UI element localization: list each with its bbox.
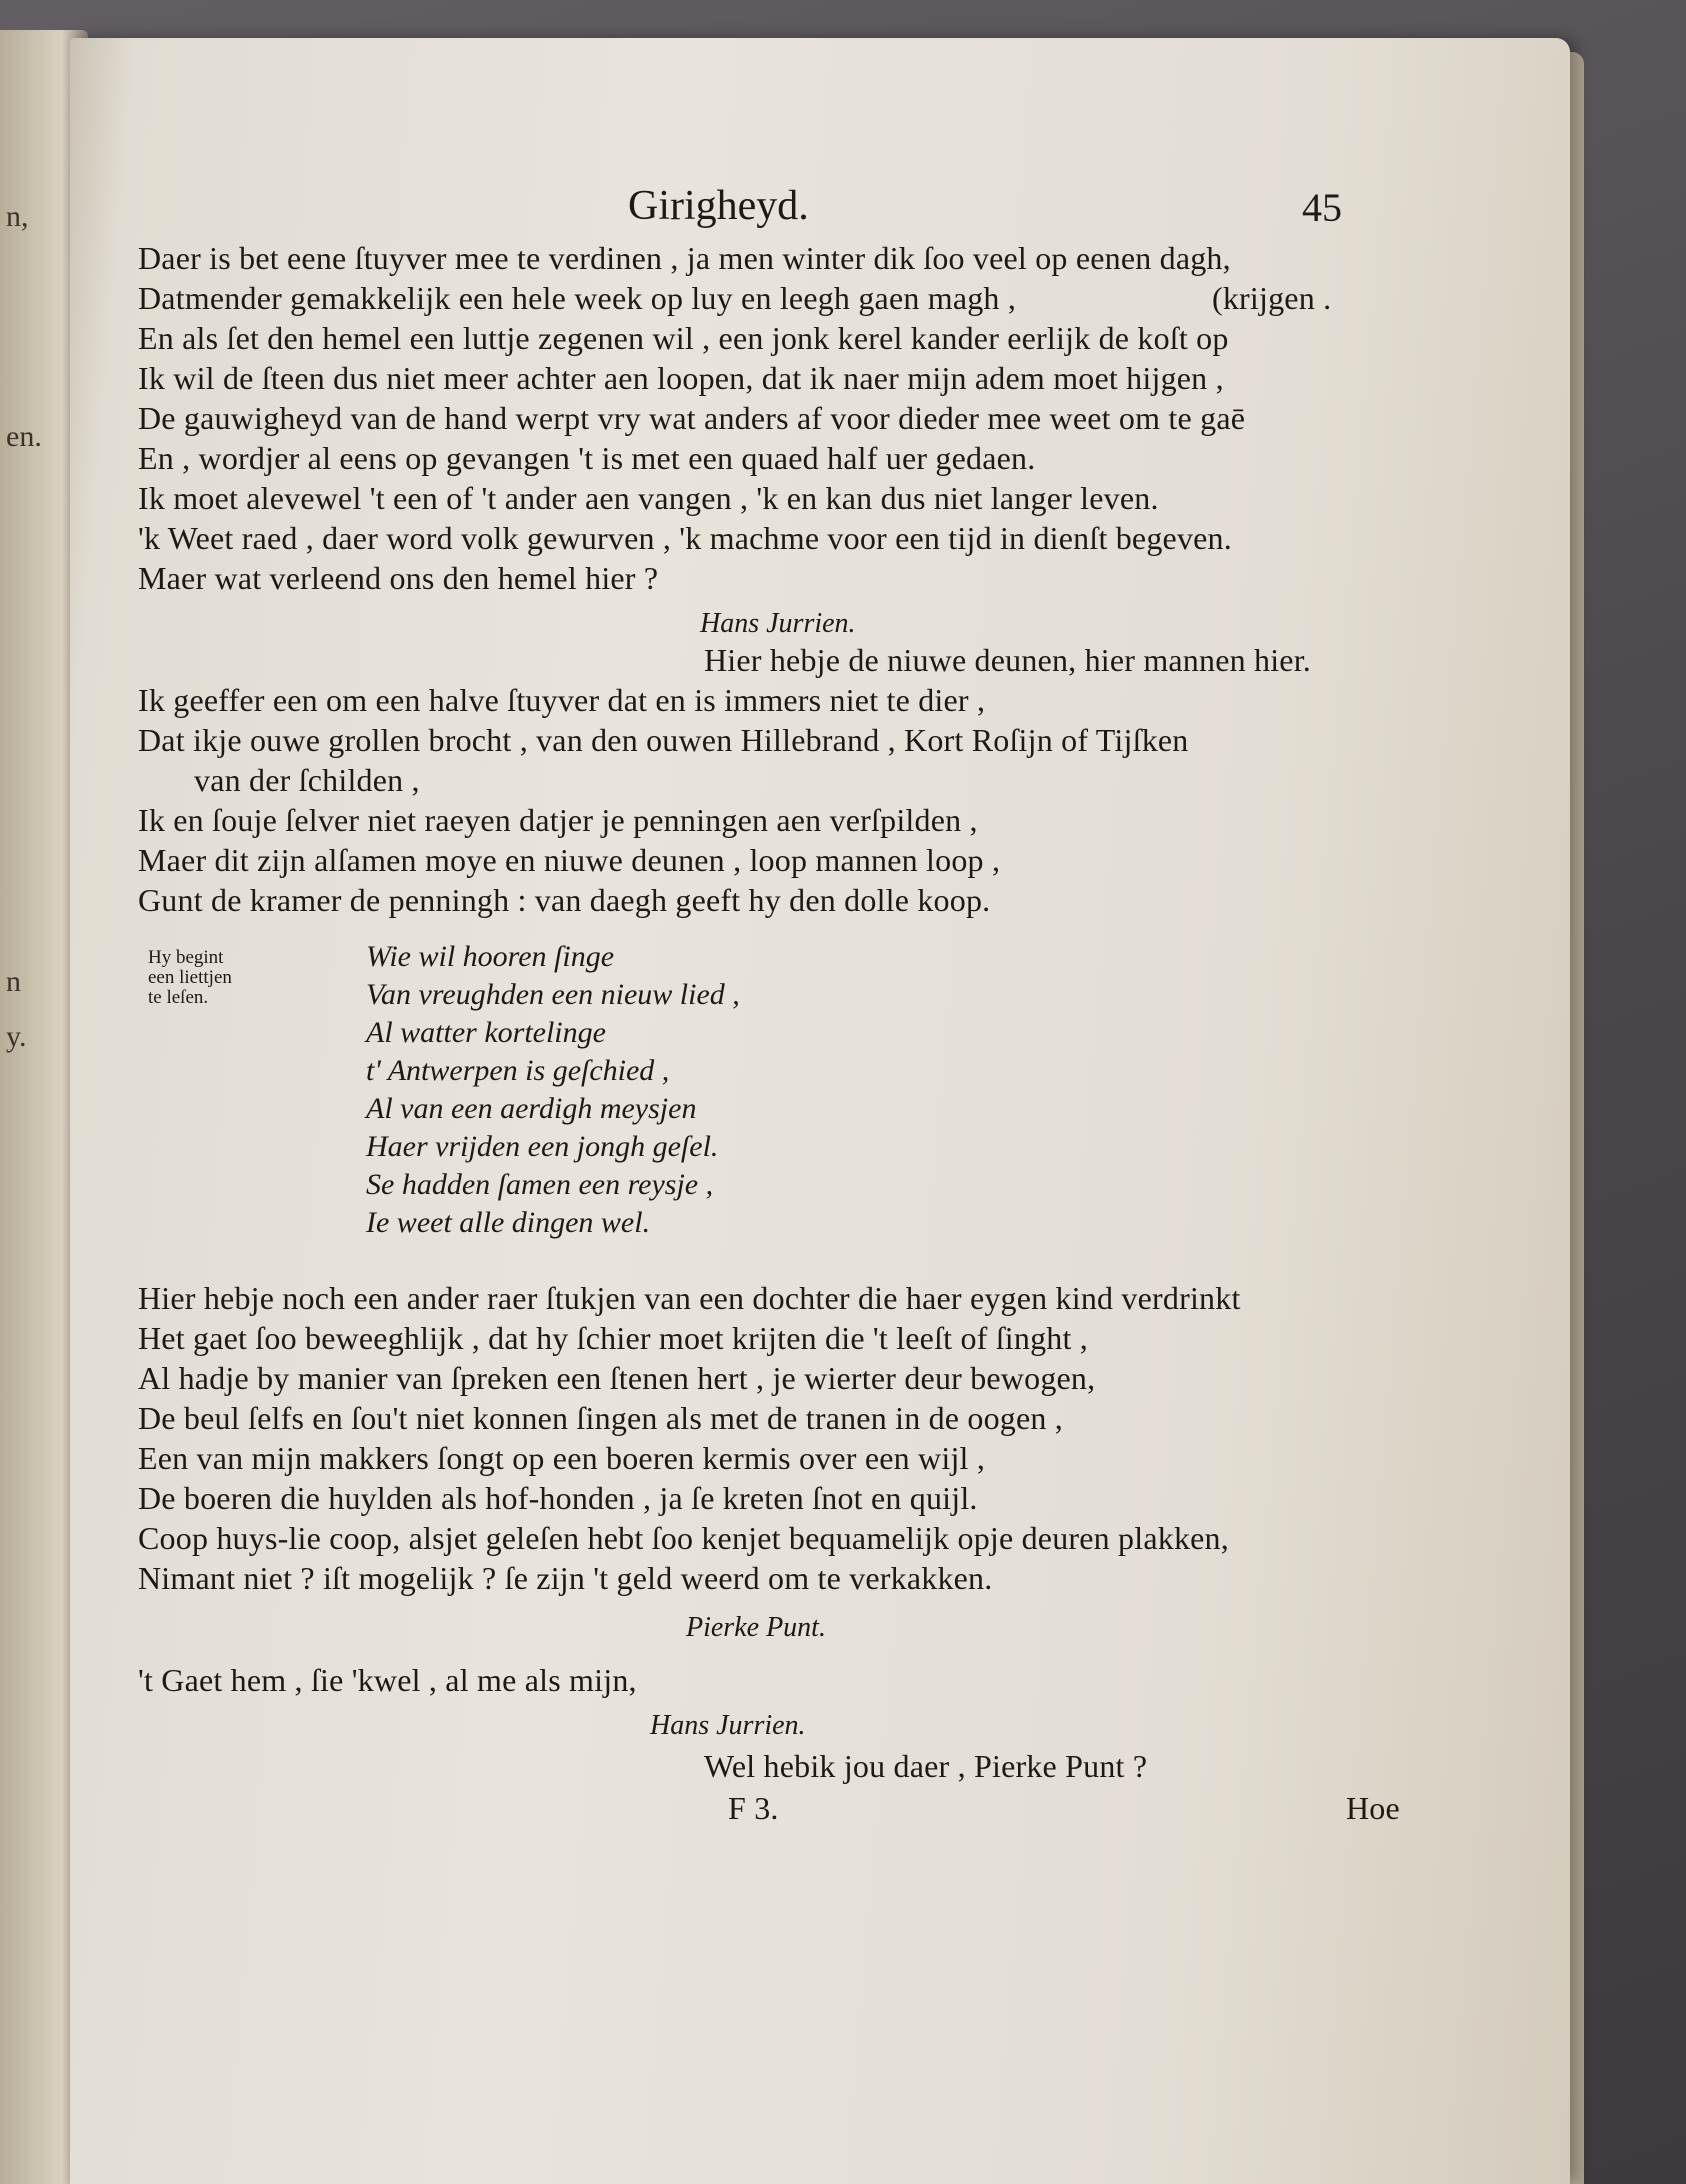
text-line: Coop huys-lie coop, alsjet geleſen hebt ſoo kenjet bequamelijk opje deuren plakken, <box>138 1520 1229 1556</box>
song-line: Van vreughden een nieuw lied , <box>366 978 740 1011</box>
song-line: Wie wil hooren ſinge <box>366 940 615 973</box>
speaker-name: Hans Jurrien. <box>650 1710 806 1741</box>
speaker-name: Pierke Punt. <box>686 1612 826 1643</box>
text-line: Wel hebik jou daer , Pierke Punt ? <box>704 1748 1148 1784</box>
song-line: Ie weet alle dingen wel. <box>366 1206 651 1239</box>
text-line: Een van mijn makkers ſongt op een boeren kermis over een wijl , <box>138 1440 986 1476</box>
text-line: Datmender gemakkelijk een hele week op luy en leegh gaen magh , <box>138 280 1017 316</box>
song-line: t' Antwerpen is geſchied , <box>366 1054 670 1087</box>
text-line: De boeren die huylden als hof-honden , ja ſe kreten ſnot en quijl. <box>138 1480 978 1516</box>
running-head: Girigheyd. <box>628 183 809 229</box>
text-line: Maer dit zijn alſamen moye en niuwe deunen , loop mannen loop , <box>138 842 1001 878</box>
text-line: Gunt de kramer de penningh : van daegh geeft hy den dolle koop. <box>138 882 991 918</box>
text-line: 't Gaet hem , ſie 'kwel , al me als mijn, <box>138 1662 637 1698</box>
text-line: En , wordjer al eens op gevangen 't is met een quaed half uer gedaen. <box>138 440 1036 476</box>
text-line: En als ſet den hemel een luttje zegenen wil , een jonk kerel kander eerlijk de koſt op <box>138 320 1229 356</box>
text-line: Daer is bet eene ſtuyver mee te verdinen , ja men winter dik ſoo veel op eenen dagh, <box>138 240 1231 276</box>
text-line: Ik wil de ſteen dus niet meer achter aen loopen, dat ik naer mijn adem moet hijgen , <box>138 360 1224 396</box>
left-page-fragment: n, <box>6 200 29 233</box>
text-line: De beul ſelfs en ſou't niet konnen ſingen als met de tranen in de oogen , <box>138 1400 1064 1436</box>
text-line: Al hadje by manier van ſpreken een ſtenen hert , je wierter deur bewogen, <box>138 1360 1096 1396</box>
margin-note-line: Hy begint <box>148 947 224 968</box>
text-line: Hier hebje noch een ander raer ſtukjen van een dochter die haer eygen kind verdrinkt <box>138 1280 1241 1316</box>
text-line: Ik en ſouje ſelver niet raeyen datjer je penningen aen verſpilden , <box>138 802 978 838</box>
text-line: Maer wat verleend ons den hemel hier ? <box>138 560 659 596</box>
text-line: Het gaet ſoo beweeghlijk , dat hy ſchier moet krijten die 't leeſt of ſinght , <box>138 1320 1088 1356</box>
text-line: Hier hebje de niuwe deunen, hier mannen hier. <box>704 642 1311 678</box>
speaker-name: Hans Jurrien. <box>700 608 856 639</box>
signature-mark: F 3. <box>728 1790 779 1826</box>
text-line: De gauwigheyd van de hand werpt vry wat anders af voor dieder mee weet om te gaē <box>138 400 1246 436</box>
page-number: 45 <box>1302 185 1342 230</box>
text-line: 'k Weet raed , daer word volk gewurven , 'k machme voor een tijd in dienſt begeven. <box>138 520 1232 556</box>
song-line: Al van een aerdigh meysjen <box>366 1092 697 1125</box>
text-line: Ik moet alevewel 't een of 't ander aen vangen , 'k en kan dus niet langer leven. <box>138 480 1159 516</box>
margin-note-line: te leſen. <box>148 987 209 1008</box>
text-line: van der ſchilden , <box>194 762 420 798</box>
song-line: Se hadden ſamen een reysje , <box>366 1168 714 1201</box>
text-line: Nimant niet ? iſt mogelijk ? ſe zijn 't geld weerd om te verkakken. <box>138 1560 993 1596</box>
song-line: Haer vrijden een jongh geſel. <box>366 1130 719 1163</box>
text-line: Ik geeffer een om een halve ſtuyver dat en is immers niet te dier , <box>138 682 986 718</box>
margin-note-line: een liettjen <box>148 967 232 988</box>
left-page-fragment: en. <box>6 420 42 453</box>
left-page-fragment: n <box>6 965 21 998</box>
turnover-text: (krijgen . <box>1212 280 1332 316</box>
song-line: Al watter kortelinge <box>366 1016 606 1049</box>
left-page-fragment: y. <box>6 1020 27 1053</box>
text-line: Dat ikje ouwe grollen brocht , van den ouwen Hillebrand , Kort Roſijn of Tijſken <box>138 722 1189 758</box>
catchword: Hoe <box>1346 1790 1400 1826</box>
